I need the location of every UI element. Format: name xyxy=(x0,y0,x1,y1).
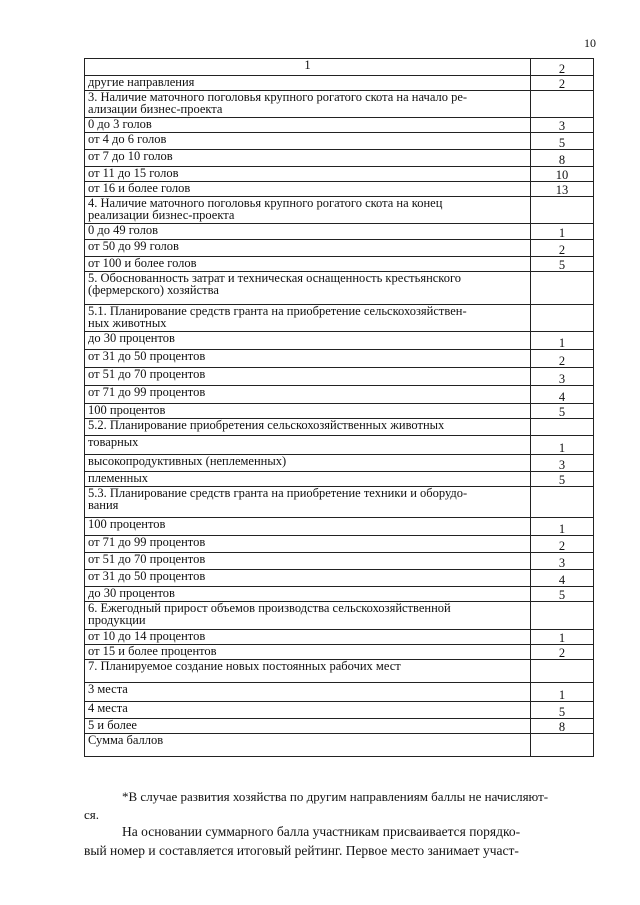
score-cell xyxy=(531,487,594,518)
score-cell: 5 xyxy=(531,133,594,150)
criterion-cell: 0 до 3 голов xyxy=(85,118,531,133)
criterion-cell: племенных xyxy=(85,472,531,487)
score-cell: 2 xyxy=(531,76,594,91)
body-paragraph xyxy=(84,822,592,860)
score-cell: 3 xyxy=(531,368,594,386)
score-cell: 1 xyxy=(531,630,594,645)
score-cell: 3 xyxy=(531,553,594,570)
criterion-cell: от 7 до 10 голов xyxy=(85,150,531,167)
score-cell: 1 xyxy=(531,224,594,240)
table-row xyxy=(85,240,594,257)
score-cell: 5 xyxy=(531,587,594,602)
criterion-cell: 3 места xyxy=(85,683,531,702)
header-cell-criteria: 1 xyxy=(85,59,531,76)
table-row xyxy=(85,305,594,332)
score-cell xyxy=(531,197,594,224)
criterion-cell: 7. Планируемое создание новых постоянных рабочих мест xyxy=(85,660,531,683)
criterion-cell: 5.2. Планирование приобретения сельскохозяйственных животных xyxy=(85,419,531,436)
score-cell xyxy=(531,660,594,683)
criterion-cell: 100 процентов xyxy=(85,518,531,536)
criterion-cell: от 11 до 15 голов xyxy=(85,167,531,182)
paragraph-line-1: На основании суммарного балла участникам присваивается порядко- xyxy=(122,824,521,839)
table-row xyxy=(85,660,594,683)
criterion-cell: от 31 до 50 процентов xyxy=(85,570,531,587)
scoring-table xyxy=(84,58,594,757)
table-row xyxy=(85,702,594,719)
criterion-cell: 0 до 49 голов xyxy=(85,224,531,240)
table-header-row xyxy=(85,59,594,76)
paragraph-line-2: вый номер и составляется итоговый рейтинг. Первое место занимает участ- xyxy=(84,843,519,858)
score-cell: 2 xyxy=(531,240,594,257)
criterion-cell: от 10 до 14 процентов xyxy=(85,630,531,645)
table-row xyxy=(85,734,594,757)
header-cell-score: 2 xyxy=(531,59,594,76)
table-row xyxy=(85,472,594,487)
score-cell: 4 xyxy=(531,386,594,404)
criterion-cell: от 51 до 70 процентов xyxy=(85,553,531,570)
footnote-line-2: ся. xyxy=(84,807,99,822)
table-row xyxy=(85,719,594,734)
criterion-cell: 5. Обоснованность затрат и техническая оснащенность крестьянского (фермерского) хозяйства xyxy=(85,272,531,305)
score-cell xyxy=(531,419,594,436)
table-row xyxy=(85,536,594,553)
page-number: 10 xyxy=(584,36,596,50)
table-row xyxy=(85,133,594,150)
score-cell: 2 xyxy=(531,536,594,553)
criterion-cell: 5.1. Планирование средств гранта на приобретение сельскохозяйствен- ных животных xyxy=(85,305,531,332)
score-cell: 2 xyxy=(531,350,594,368)
score-cell: 5 xyxy=(531,257,594,272)
table-row xyxy=(85,197,594,224)
criterion-cell: от 50 до 99 голов xyxy=(85,240,531,257)
score-cell: 1 xyxy=(531,518,594,536)
table-row xyxy=(85,257,594,272)
table-row xyxy=(85,455,594,472)
score-cell: 3 xyxy=(531,118,594,133)
score-cell xyxy=(531,602,594,630)
score-cell: 1 xyxy=(531,683,594,702)
footnote xyxy=(84,788,592,824)
table-row xyxy=(85,553,594,570)
table-row xyxy=(85,368,594,386)
criterion-cell: 100 процентов xyxy=(85,404,531,419)
score-cell xyxy=(531,272,594,305)
score-cell: 8 xyxy=(531,719,594,734)
criterion-cell: 4 места xyxy=(85,702,531,719)
table-row xyxy=(85,167,594,182)
criterion-cell: от 71 до 99 процентов xyxy=(85,386,531,404)
table-row xyxy=(85,436,594,455)
score-cell: 1 xyxy=(531,436,594,455)
table-row xyxy=(85,683,594,702)
criterion-cell: от 71 до 99 процентов xyxy=(85,536,531,553)
table-row xyxy=(85,332,594,350)
table-row xyxy=(85,150,594,167)
criterion-cell: от 16 и более голов xyxy=(85,182,531,197)
score-cell xyxy=(531,305,594,332)
table-row xyxy=(85,645,594,660)
criterion-cell: 5 и более xyxy=(85,719,531,734)
table-row xyxy=(85,419,594,436)
criterion-cell: товарных xyxy=(85,436,531,455)
score-cell: 4 xyxy=(531,570,594,587)
score-cell: 1 xyxy=(531,332,594,350)
table-row xyxy=(85,76,594,91)
score-cell xyxy=(531,734,594,757)
score-cell: 8 xyxy=(531,150,594,167)
criterion-cell: Сумма баллов xyxy=(85,734,531,757)
criterion-cell: 3. Наличие маточного поголовья крупного рогатого скота на начало ре- ализации бизнес-проекта xyxy=(85,91,531,118)
criterion-cell: другие направления xyxy=(85,76,531,91)
table-row xyxy=(85,570,594,587)
criterion-cell: 5.3. Планирование средств гранта на приобретение техники и оборудо- вания xyxy=(85,487,531,518)
score-cell: 13 xyxy=(531,182,594,197)
criterion-cell: 4. Наличие маточного поголовья крупного рогатого скота на конец реализации бизнес-проекта xyxy=(85,197,531,224)
criterion-cell: от 51 до 70 процентов xyxy=(85,368,531,386)
criterion-cell: высокопродуктивных (неплеменных) xyxy=(85,455,531,472)
table-row xyxy=(85,602,594,630)
table-row xyxy=(85,91,594,118)
criterion-cell: от 31 до 50 процентов xyxy=(85,350,531,368)
table-row xyxy=(85,182,594,197)
score-cell: 5 xyxy=(531,472,594,487)
score-cell: 5 xyxy=(531,702,594,719)
footnote-line-1: *В случае развития хозяйства по другим направлениям баллы не начисляют- xyxy=(122,789,549,804)
score-cell: 5 xyxy=(531,404,594,419)
criterion-cell: от 4 до 6 голов xyxy=(85,133,531,150)
criterion-cell: 6. Ежегодный прирост объемов производства сельскохозяйственной продукции xyxy=(85,602,531,630)
table-row xyxy=(85,587,594,602)
table-row xyxy=(85,386,594,404)
table-row xyxy=(85,404,594,419)
table-row xyxy=(85,630,594,645)
table-row xyxy=(85,224,594,240)
criterion-cell: от 100 и более голов xyxy=(85,257,531,272)
criterion-cell: до 30 процентов xyxy=(85,587,531,602)
criterion-cell: до 30 процентов xyxy=(85,332,531,350)
score-cell xyxy=(531,91,594,118)
score-cell: 3 xyxy=(531,455,594,472)
table-row xyxy=(85,350,594,368)
table-row xyxy=(85,518,594,536)
table-row xyxy=(85,487,594,518)
score-cell: 2 xyxy=(531,645,594,660)
table-row xyxy=(85,118,594,133)
criterion-cell: от 15 и более процентов xyxy=(85,645,531,660)
score-cell: 10 xyxy=(531,167,594,182)
table-row xyxy=(85,272,594,305)
